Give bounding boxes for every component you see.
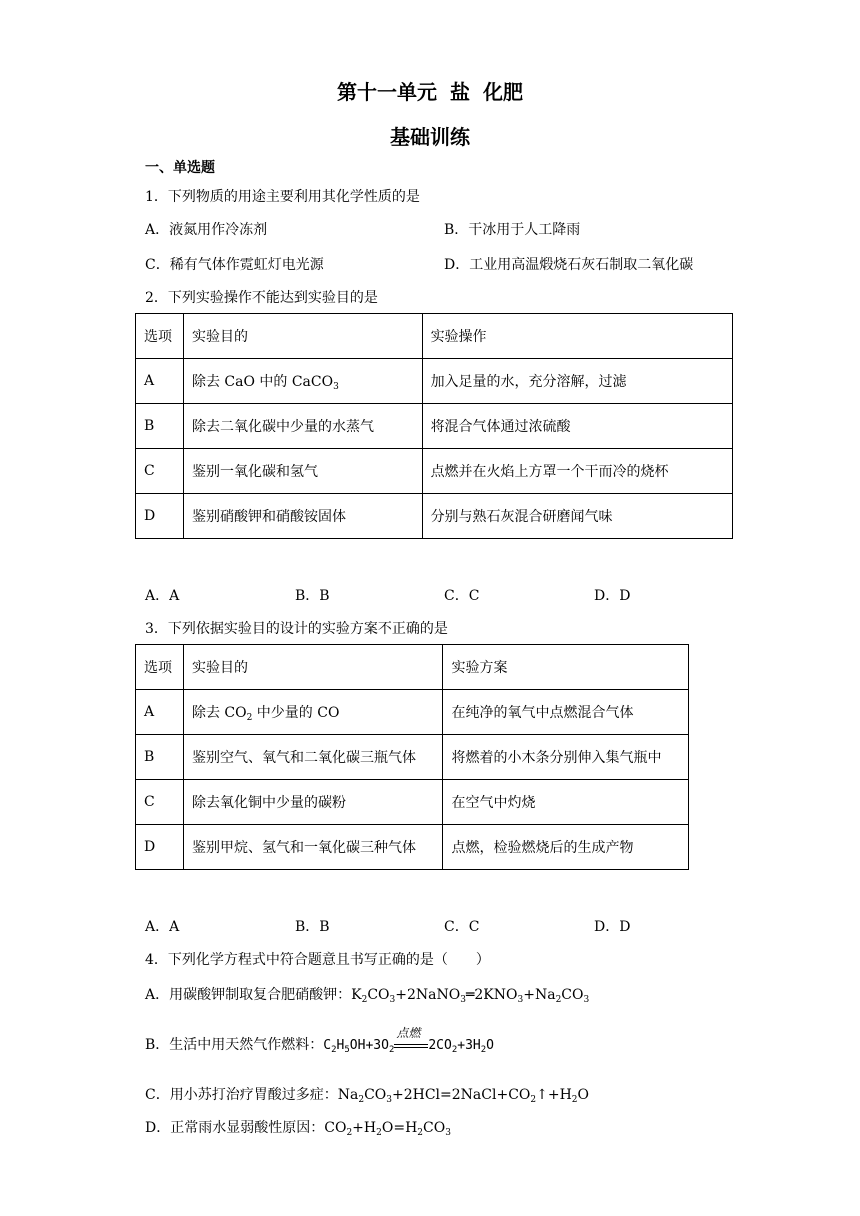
reaction-arrow (394, 1025, 428, 1054)
table-row (136, 449, 733, 494)
cell-text: 除去 CaO 中的 CaCO (191, 374, 334, 390)
table-cell: B (136, 404, 184, 449)
table-cell: 在纯净的氧气中点燃混合气体 (443, 690, 689, 735)
table-header-cell: 实验目的 (183, 314, 422, 359)
equation-a: $K_2CO_3+2NaNO_3═2KNO_3+Na_2CO_3$ (351, 987, 590, 1005)
table-cell: D (136, 825, 184, 870)
table-header-row (136, 645, 689, 690)
q4-option-b (145, 1025, 494, 1055)
q2-answer-d: D．D (594, 588, 631, 604)
table-cell: 将混合气体通过浓硫酸 (422, 404, 732, 449)
q2-table (135, 313, 733, 539)
table-cell: 点燃，检验燃烧后的生成产物 (443, 825, 689, 870)
q4-option-c (145, 1084, 589, 1104)
table-cell: 分别与熟石灰混合研磨闻气味 (422, 494, 732, 539)
table-cell: A (136, 359, 184, 404)
subscript: 2 (246, 713, 253, 723)
q4-option-d (145, 1117, 451, 1137)
q4-stem: 4．下列化学方程式中符合题意且书写正确的是（ ） (145, 952, 490, 968)
section-heading: 一、单选题 (145, 160, 215, 176)
table-cell: A (136, 690, 184, 735)
q4-option-a (145, 984, 589, 1004)
q1-option-a: A．液氮用作冷冻剂 (145, 222, 268, 238)
page-title: 第十一单元 盐 化肥 (337, 80, 523, 104)
q3-table (135, 644, 689, 870)
table-row (136, 494, 733, 539)
table-header-row (136, 314, 733, 359)
table-row (136, 735, 689, 780)
q3-answer-b: B．B (295, 919, 330, 935)
q3-answer-d: D．D (594, 919, 631, 935)
table-cell: 鉴别硝酸钾和硝酸铵固体 (183, 494, 422, 539)
table-cell: D (136, 494, 184, 539)
q1-option-c: C．稀有气体作霓虹灯电光源 (145, 257, 324, 273)
table-header-cell: 选项 (136, 645, 184, 690)
reaction-condition: 点燃 (396, 1025, 421, 1040)
q3-answer-c: C．C (444, 919, 480, 935)
q1-stem: 1．下列物质的用途主要利用其化学性质的是 (145, 189, 420, 205)
option-b-prefix: B．生活中用天然气作燃料： (145, 1037, 324, 1053)
equation-b: $C_2H_5OH+3O_2$ 点燃 $2CO_2+3H_2O$ (323, 1025, 494, 1055)
table-cell: 鉴别空气、氧气和二氧化碳三瓶气体 (183, 735, 443, 780)
table-cell: B (136, 735, 184, 780)
q3-answer-a: A．A (145, 919, 180, 935)
table-header-cell: 实验操作 (422, 314, 732, 359)
table-cell: 除去氧化铜中少量的碳粉 (183, 780, 443, 825)
q2-answer-b: B．B (295, 588, 330, 604)
table-header-cell: 实验目的 (183, 645, 443, 690)
table-cell: C (136, 780, 184, 825)
subscript: 3 (333, 382, 339, 392)
cell-text: 除去 CO (191, 705, 247, 721)
option-c-prefix: C．用小苏打治疗胃酸过多症： (145, 1087, 338, 1103)
table-cell: C (136, 449, 184, 494)
table-row (136, 690, 689, 735)
option-a-prefix: A．用碳酸钾制取复合肥硝酸钾： (145, 987, 352, 1003)
cell-text-tail: 中少量的 CO (252, 705, 340, 721)
table-row (136, 825, 689, 870)
table-cell: 在空气中灼烧 (443, 780, 689, 825)
table-cell: 鉴别甲烷、氢气和一氧化碳三种气体 (183, 825, 443, 870)
table-cell: 点燃并在火焰上方罩一个干而冷的烧杯 (422, 449, 732, 494)
table-header-cell: 实验方案 (443, 645, 689, 690)
table-cell: 将燃着的小木条分别伸入集气瓶中 (443, 735, 689, 780)
option-d-prefix: D．正常雨水显弱酸性原因： (145, 1120, 325, 1136)
q3-stem: 3．下列依据实验目的设计的实验方案不正确的是 (145, 621, 448, 637)
q2-stem: 2．下列实验操作不能达到实验目的是 (145, 290, 378, 306)
q1-option-d: D．工业用高温煅烧石灰石制取二氧化碳 (444, 257, 694, 273)
table-cell (183, 690, 443, 735)
table-header-cell: 选项 (136, 314, 184, 359)
table-cell (183, 359, 422, 404)
equals-bar (394, 1047, 428, 1048)
table-cell: 鉴别一氧化碳和氢气 (183, 449, 422, 494)
table-row (136, 404, 733, 449)
q2-answer-a: A．A (145, 588, 180, 604)
equals-bar (394, 1044, 428, 1045)
table-row (136, 359, 733, 404)
equation-d: $CO_2+H_2O=H_2CO_3$ (324, 1120, 451, 1138)
table-cell: 除去二氧化碳中少量的水蒸气 (183, 404, 422, 449)
page-subtitle: 基础训练 (390, 125, 470, 149)
table-cell: 加入足量的水，充分溶解，过滤 (422, 359, 732, 404)
q1-option-b: B．干冰用于人工降雨 (444, 222, 581, 238)
table-row (136, 780, 689, 825)
q2-answer-c: C．C (444, 588, 480, 604)
equation-c: $Na_2CO_3+2HCl=2NaCl+CO_2↑+H_2O$ (337, 1087, 590, 1105)
